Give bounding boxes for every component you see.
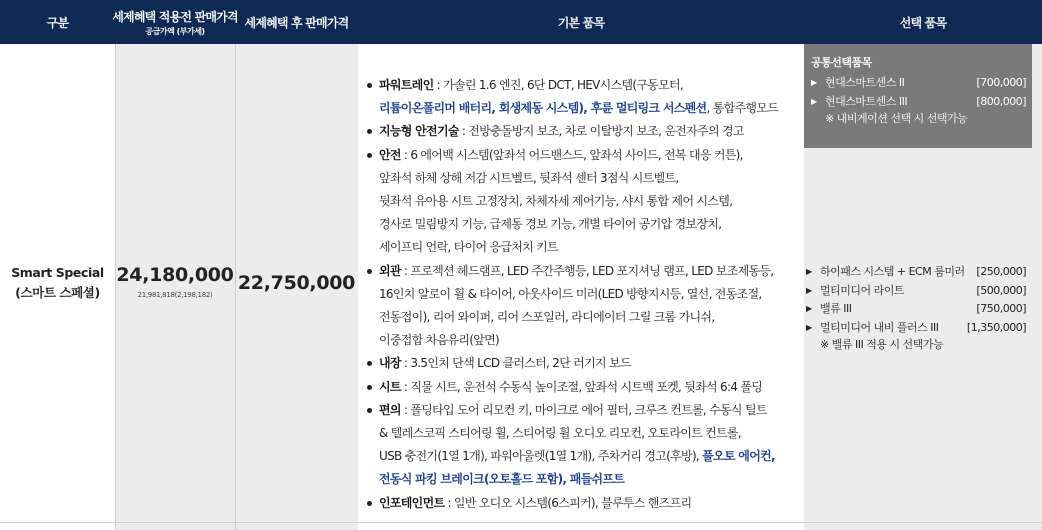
- header-basic-items-label: 기본 품목: [557, 15, 605, 30]
- feature-text: : 3.5인치 단색 LCD 클러스터, 2단 러기지 보드: [400, 356, 631, 371]
- feature-line: [379, 329, 802, 352]
- feature-category: 편의: [379, 402, 401, 417]
- option-name: 멀티미디어 라이트: [820, 283, 905, 297]
- option-price: [250,000]: [976, 265, 1026, 278]
- option-name: 현대스마트센스 II: [825, 76, 905, 89]
- model-name-ko: (스마트 스페셜): [15, 285, 100, 300]
- triangle-right-icon: ▶: [806, 285, 812, 295]
- feature-text: 경사로 밀림방지 기능, 급제동 경보 기능, 개별 타이어 공기압 경보장치,: [379, 217, 722, 232]
- feature-line: [379, 236, 802, 259]
- feature-item: [362, 144, 802, 260]
- additional-options-note: ※ 밸류 III 적용 시 선택가능: [820, 338, 944, 351]
- feature-text: 앞좌석 하체 상해 저감 시트벨트, 뒷좌석 센터 3점식 시트벨트,: [379, 170, 679, 185]
- feature-line: [379, 260, 802, 283]
- header-options-label: 선택 품목: [899, 15, 947, 30]
- feature-text: 이중접합 차음유리(앞면): [379, 333, 499, 348]
- option-name: 현대스마트센스 III: [825, 94, 908, 108]
- feature-text: 뒷좌석 유아용 시트 고정장치, 차체자세 제어기능, 샤시 통합 제어 시스템,: [379, 194, 733, 209]
- triangle-right-icon: ▶: [806, 322, 812, 332]
- option-price: [1,350,000]: [966, 320, 1026, 334]
- feature-category: 파워트레인: [379, 78, 434, 92]
- feature-text: USB 충전기(1열 1개), 파워아울렛(1열 1개), 주차거리 경고(후방),: [379, 449, 703, 464]
- feature-text: : 직물 시트, 운전석 수동식 높이조절, 앞좌석 시트백 포켓, 뒷좌석 6:4 폴딩: [400, 379, 763, 394]
- feature-line: [379, 306, 802, 329]
- feature-text: : 전방충돌방지 보조, 차로 이탈방지 보조, 운전자주의 경고: [458, 124, 744, 139]
- price-before-tax-benefit: 24,180,000: [116, 264, 234, 286]
- feature-highlight: 리튬이온폴리머 배터리, 회생제동 시스템), 후륜 멀티링크 서스펜션: [379, 101, 707, 116]
- feature-line: [379, 167, 802, 190]
- header-basic-items: [358, 0, 804, 44]
- header-price-after: [235, 0, 358, 44]
- feature-item: [362, 376, 802, 399]
- feature-text: : 6 에어백 시스템(앞좌석 어드밴스드, 앞좌석 사이드, 전복 대응 커튼),: [400, 147, 743, 162]
- feature-text: & 텔레스코픽 스티어링 휠, 스티어링 휠 오디오 리모컨, 오토라이트 컨트롤,: [379, 426, 741, 441]
- feature-item: [362, 260, 802, 353]
- triangle-right-icon: ▶: [806, 304, 812, 313]
- feature-line: [379, 352, 802, 375]
- option-item: [811, 93, 1032, 112]
- feature-text: : 폴딩타입 도어 리모컨 키, 마이크로 에어 필터, 크루즈 컨트롤, 수동식 틸트: [400, 402, 767, 417]
- feature-text: : 가솔린 1.6 엔진, 6단 DCT, HEV시스템(구동모터,: [433, 78, 684, 92]
- basic-features-list: [362, 74, 802, 515]
- feature-line: [379, 399, 802, 422]
- feature-line: [379, 144, 802, 167]
- feature-item: [362, 120, 802, 143]
- option-price: [750,000]: [976, 302, 1026, 315]
- feature-line: [379, 190, 802, 213]
- feature-line: [379, 120, 802, 143]
- option-item: [811, 74, 1032, 93]
- option-item: [806, 319, 1032, 338]
- feature-text: 16인치 알로이 휠 & 타이어, 아웃사이드 미러(LED 방향지시등, 열선, 전동조절,: [379, 286, 762, 301]
- option-name: 하이패스 시스템 + ECM 룸미러: [820, 265, 965, 278]
- feature-highlight: 전동식 파킹 브레이크(오토홀드 포함), 패들쉬프트: [379, 472, 625, 487]
- header-options: [804, 0, 1042, 44]
- feature-item: [362, 492, 802, 515]
- header-category-label: 구분: [46, 15, 69, 30]
- feature-line: [379, 283, 802, 306]
- feature-item: [362, 352, 802, 375]
- feature-category: 안전: [379, 147, 401, 162]
- option-item: [806, 263, 1032, 282]
- option-price: [700,000]: [976, 76, 1026, 89]
- price-before-column: [115, 44, 235, 530]
- feature-text: : 프로젝션 헤드램프, LED 주간주행등, LED 포지셔닝 램프, LED 보조제동등,: [400, 263, 774, 278]
- header-category: [0, 0, 115, 44]
- feature-category: 지능형 안전기술: [379, 124, 459, 139]
- feature-text: : 일반 오디오 시스템(6스피커), 블루투스 핸즈프리: [444, 495, 692, 510]
- row-divider: [0, 522, 1042, 523]
- table-header: [0, 0, 1042, 44]
- header-price-before-label: 세제혜택 적용전 판매가격: [112, 9, 238, 24]
- feature-category: 외관: [379, 263, 401, 278]
- header-price-after-label: 세제혜택 후 판매가격: [244, 15, 349, 30]
- feature-category: 인포테인먼트: [379, 495, 445, 510]
- common-options-note: ※ 내비게이션 선택 시 선택가능: [825, 112, 968, 125]
- feature-line: [379, 422, 802, 445]
- feature-line: [379, 445, 802, 468]
- triangle-right-icon: ▶: [811, 78, 817, 87]
- feature-highlight: 풀오토 에어컨,: [702, 449, 775, 464]
- feature-text: 전동접이), 리어 와이퍼, 리어 스포일러, 라디에이터 그릴 크롬 가니쉬,: [379, 310, 715, 325]
- feature-line: [379, 492, 802, 515]
- option-item: [806, 300, 1032, 319]
- feature-line: [379, 213, 802, 236]
- header-price-before-sublabel: 공급가액 (부가세): [145, 26, 205, 36]
- option-item: [806, 282, 1032, 301]
- feature-text: 세이프티 언락, 타이어 응급처치 키트: [379, 240, 558, 255]
- option-price: [800,000]: [976, 94, 1026, 108]
- feature-item: [362, 74, 802, 120]
- feature-line: [379, 376, 802, 399]
- feature-category: 내장: [379, 356, 401, 371]
- triangle-right-icon: ▶: [811, 96, 817, 106]
- price-after-tax-benefit: 22,750,000: [237, 272, 356, 294]
- feature-line: [379, 74, 802, 97]
- option-name: 밸류 III: [820, 302, 852, 315]
- triangle-right-icon: ▶: [806, 267, 812, 276]
- feature-line: [379, 468, 802, 491]
- option-price: [500,000]: [976, 283, 1026, 297]
- additional-options: [806, 263, 1032, 353]
- feature-line: [379, 97, 802, 120]
- option-name: 멀티미디어 내비 플러스 III: [820, 320, 939, 334]
- common-options-title: 공통선택품목: [811, 56, 872, 69]
- model-name-en: Smart Special: [11, 265, 104, 280]
- model-name: [0, 263, 115, 303]
- header-price-before: [112, 0, 238, 44]
- price-before-detail: 21,981,818(2,198,182): [137, 291, 213, 299]
- feature-text: , 통합주행모드: [706, 101, 779, 116]
- feature-item: [362, 399, 802, 492]
- common-options-box: [804, 44, 1032, 148]
- feature-category: 시트: [379, 379, 401, 394]
